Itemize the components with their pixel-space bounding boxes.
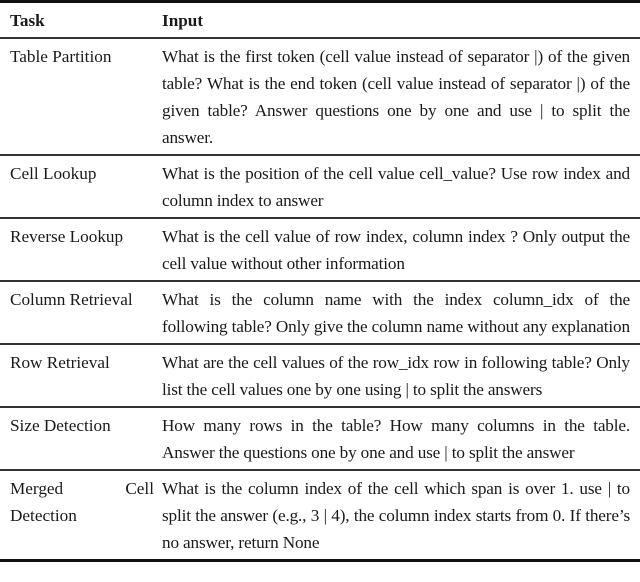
- task-cell: Size Detection: [10, 416, 111, 435]
- table-header: [0, 2, 640, 39]
- table-row: [0, 38, 640, 155]
- task-cell: Table Partition: [10, 47, 112, 66]
- table-row: [0, 218, 640, 281]
- table-row: [0, 407, 640, 470]
- input-cell: What is the column index of the cell which span is over 1. use | to split the answer (e.g., 3 | 4), the column index starts from 0. If there’s no answer, return None: [162, 479, 630, 552]
- table-body: [0, 38, 640, 561]
- task-cell: Column Retrieval: [10, 290, 133, 309]
- input-cell: What is the first token (cell value instead of separator |) of the given table? What is the end token (cell value instead of separator |) of the given table? Answer questions one by one and use | to split the answer.: [162, 47, 630, 147]
- input-cell: How many rows in the table? How many columns in the table. Answer the questions one by one and use | to split the answer: [162, 416, 630, 462]
- header-row: [0, 2, 640, 39]
- table-row: [0, 281, 640, 344]
- task-cell: Reverse Lookup: [10, 227, 124, 246]
- input-cell: What is the position of the cell value cell_value? Use row index and column index to answer: [162, 164, 630, 210]
- table-row: [0, 155, 640, 218]
- table-row: [0, 470, 640, 561]
- table-row: [0, 344, 640, 407]
- task-cell: Cell Lookup: [10, 164, 97, 183]
- input-cell: What is the cell value of row index, column index ? Only output the cell value without other information: [162, 227, 630, 273]
- task-cell: Merged Cell Detection: [10, 479, 154, 525]
- task-cell: Row Retrieval: [10, 353, 110, 372]
- input-cell: What are the cell values of the row_idx row in following table? Only list the cell values one by one using | to split the answers: [162, 353, 630, 399]
- input-cell: What is the column name with the index column_idx of the following table? Only give the column name without any explanation: [162, 290, 630, 336]
- header-input: Input: [162, 11, 204, 30]
- header-task: Task: [10, 11, 45, 30]
